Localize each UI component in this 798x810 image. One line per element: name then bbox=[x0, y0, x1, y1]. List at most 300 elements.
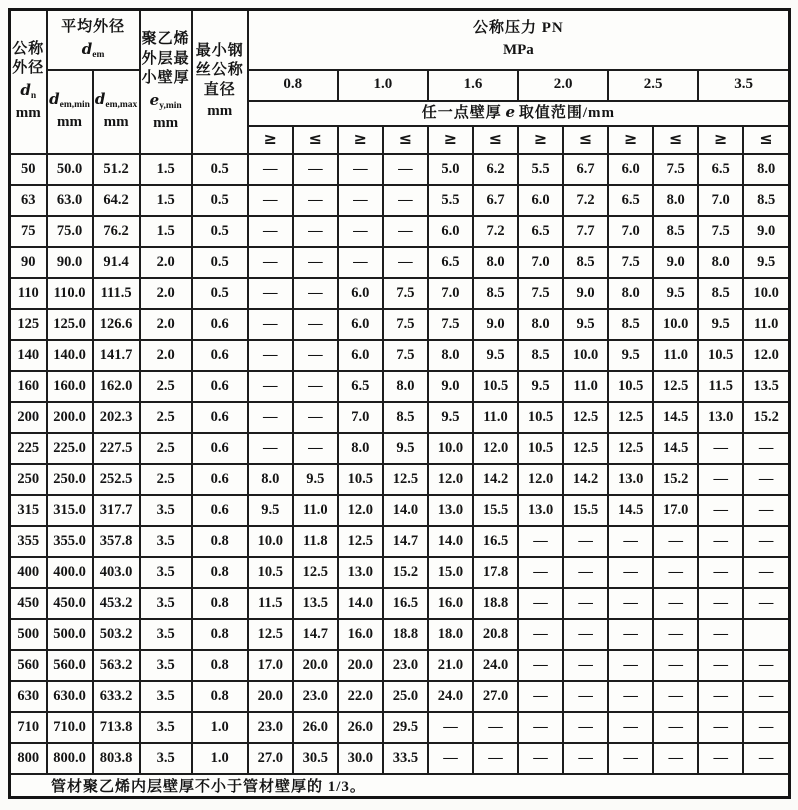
cell-wall-thickness: 14.5 bbox=[653, 402, 698, 433]
pressure-header-0.8: 0.8 bbox=[248, 70, 338, 101]
cell-wire-diameter: 0.8 bbox=[192, 619, 248, 650]
cell-dem-max: 503.2 bbox=[93, 619, 140, 650]
cell-ey-min: 2.0 bbox=[140, 309, 192, 340]
col-group-header-mean-outer-diameter bbox=[47, 10, 140, 70]
cell-wall-thickness: — bbox=[248, 216, 293, 247]
table-row bbox=[10, 588, 790, 619]
col-group-header-nominal-pressure bbox=[248, 10, 790, 70]
dem-max-symbol: $d_{em,max}$ bbox=[94, 90, 138, 111]
cell-wall-thickness: — bbox=[563, 557, 608, 588]
wall-thickness-range-header: 任一点壁厚 e 取值范围/mm bbox=[248, 101, 790, 126]
cell-wall-thickness: 7.0 bbox=[698, 185, 743, 216]
cell-wall-thickness: 8.5 bbox=[473, 278, 518, 309]
table-row bbox=[10, 216, 790, 247]
cell-wall-thickness: 6.0 bbox=[428, 216, 473, 247]
cell-wall-thickness: 11.0 bbox=[473, 402, 518, 433]
cell-dem-min: 710.0 bbox=[47, 712, 93, 743]
cell-dem-min: 225.0 bbox=[47, 433, 93, 464]
col-header-pe-outer-layer-min-wall-thickness bbox=[140, 10, 192, 154]
cell-wall-thickness: 11.5 bbox=[698, 371, 743, 402]
ge-symbol: ≥ bbox=[698, 126, 743, 154]
cell-wall-thickness: 14.2 bbox=[473, 464, 518, 495]
cell-wall-thickness: 12.5 bbox=[608, 433, 653, 464]
cell-wall-thickness: — bbox=[383, 247, 428, 278]
cell-wall-thickness: 6.0 bbox=[518, 185, 563, 216]
pn-title: 公称压力 PN bbox=[473, 20, 564, 37]
ey-symbol: $e_{y,min}$ bbox=[149, 90, 182, 111]
pressure-header-2.0: 2.0 bbox=[518, 70, 608, 101]
table-row bbox=[10, 278, 790, 309]
pressure-header-1.0: 1.0 bbox=[338, 70, 428, 101]
cell-wall-thickness: 15.2 bbox=[653, 464, 698, 495]
cell-wire-diameter: 0.5 bbox=[192, 185, 248, 216]
cell-wall-thickness: 8.5 bbox=[698, 278, 743, 309]
cell-dem-min: 630.0 bbox=[47, 681, 93, 712]
cell-wall-thickness: 8.0 bbox=[698, 247, 743, 278]
cell-wall-thickness: — bbox=[383, 154, 428, 185]
le-symbol: ≤ bbox=[743, 126, 789, 154]
cell-wall-thickness: 5.5 bbox=[428, 185, 473, 216]
cell-dem-min: 63.0 bbox=[47, 185, 93, 216]
cell-wall-thickness: 8.5 bbox=[518, 340, 563, 371]
cell-wall-thickness: 20.0 bbox=[248, 681, 293, 712]
cell-wall-thickness: 8.0 bbox=[338, 433, 383, 464]
cell-ey-min: 3.5 bbox=[140, 681, 192, 712]
table-row bbox=[10, 402, 790, 433]
cell-wall-thickness: 23.0 bbox=[383, 650, 428, 681]
cell-wall-thickness: 7.0 bbox=[608, 216, 653, 247]
cell-dn: 250 bbox=[10, 464, 47, 495]
cell-dem-max: 91.4 bbox=[93, 247, 140, 278]
cell-dn: 110 bbox=[10, 278, 47, 309]
cell-wall-thickness: — bbox=[563, 588, 608, 619]
cell-ey-min: 3.5 bbox=[140, 743, 192, 774]
cell-ey-min: 2.0 bbox=[140, 278, 192, 309]
cell-wall-thickness: — bbox=[653, 619, 698, 650]
cell-wall-thickness: — bbox=[338, 247, 383, 278]
cell-wire-diameter: 0.6 bbox=[192, 464, 248, 495]
cell-wall-thickness: 14.0 bbox=[428, 526, 473, 557]
cell-wall-thickness: — bbox=[428, 712, 473, 743]
cell-wall-thickness: 12.5 bbox=[563, 433, 608, 464]
cell-wall-thickness: 27.0 bbox=[473, 681, 518, 712]
cell-wall-thickness: — bbox=[248, 433, 293, 464]
cell-wall-thickness: — bbox=[743, 495, 789, 526]
cell-wall-thickness: 15.5 bbox=[473, 495, 518, 526]
cell-wall-thickness: 6.5 bbox=[428, 247, 473, 278]
cell-wall-thickness: — bbox=[518, 650, 563, 681]
cell-wall-thickness: — bbox=[518, 526, 563, 557]
cell-wall-thickness: — bbox=[293, 309, 338, 340]
cell-wall-thickness: 10.5 bbox=[338, 464, 383, 495]
cell-wall-thickness: — bbox=[338, 185, 383, 216]
cell-wall-thickness: 29.5 bbox=[383, 712, 428, 743]
cell-wall-thickness: 12.0 bbox=[743, 340, 789, 371]
table-row bbox=[10, 495, 790, 526]
cell-wall-thickness: 23.0 bbox=[248, 712, 293, 743]
cell-wall-thickness: — bbox=[248, 402, 293, 433]
cell-wall-thickness: 16.0 bbox=[338, 619, 383, 650]
cell-ey-min: 2.0 bbox=[140, 247, 192, 278]
cell-wall-thickness: 9.5 bbox=[293, 464, 338, 495]
cell-wall-thickness: 14.7 bbox=[293, 619, 338, 650]
cell-wall-thickness: — bbox=[518, 712, 563, 743]
cell-wall-thickness: 10.5 bbox=[473, 371, 518, 402]
col-header-dn-label: 公称外径 bbox=[12, 40, 45, 77]
cell-wall-thickness: 11.0 bbox=[293, 495, 338, 526]
cell-wall-thickness: 6.0 bbox=[338, 340, 383, 371]
table-row bbox=[10, 185, 790, 216]
cell-wall-thickness: 22.0 bbox=[338, 681, 383, 712]
cell-dem-max: 51.2 bbox=[93, 154, 140, 185]
cell-wall-thickness: 10.0 bbox=[743, 278, 789, 309]
cell-wall-thickness: 6.5 bbox=[518, 216, 563, 247]
cell-wall-thickness: — bbox=[338, 154, 383, 185]
cell-dem-min: 200.0 bbox=[47, 402, 93, 433]
cell-wall-thickness: — bbox=[608, 526, 653, 557]
cell-wall-thickness: 8.5 bbox=[743, 185, 789, 216]
cell-wall-thickness: 33.5 bbox=[383, 743, 428, 774]
cell-wall-thickness: 9.5 bbox=[563, 309, 608, 340]
cell-ey-min: 3.5 bbox=[140, 588, 192, 619]
cell-wall-thickness: 10.0 bbox=[428, 433, 473, 464]
cell-wire-diameter: 0.8 bbox=[192, 588, 248, 619]
cell-wall-thickness: — bbox=[518, 557, 563, 588]
cell-wall-thickness: 12.5 bbox=[608, 402, 653, 433]
cell-wall-thickness: 16.0 bbox=[428, 588, 473, 619]
cell-dn: 90 bbox=[10, 247, 47, 278]
cell-wall-thickness: 6.5 bbox=[698, 154, 743, 185]
cell-wall-thickness: 11.8 bbox=[293, 526, 338, 557]
cell-dem-max: 403.0 bbox=[93, 557, 140, 588]
cell-wall-thickness: 12.0 bbox=[473, 433, 518, 464]
cell-wall-thickness: 12.5 bbox=[563, 402, 608, 433]
ge-symbol: ≥ bbox=[248, 126, 293, 154]
cell-wall-thickness: 10.0 bbox=[563, 340, 608, 371]
cell-wall-thickness: — bbox=[743, 743, 789, 774]
cell-wall-thickness: 18.0 bbox=[428, 619, 473, 650]
cell-dem-min: 125.0 bbox=[47, 309, 93, 340]
wire-unit: mm bbox=[207, 103, 233, 120]
cell-wire-diameter: 0.8 bbox=[192, 526, 248, 557]
cell-wall-thickness: — bbox=[428, 743, 473, 774]
cell-wall-thickness: 9.5 bbox=[248, 495, 293, 526]
cell-ey-min: 2.5 bbox=[140, 433, 192, 464]
dem-max-unit: mm bbox=[103, 114, 129, 131]
cell-wall-thickness: — bbox=[653, 650, 698, 681]
cell-ey-min: 1.5 bbox=[140, 154, 192, 185]
cell-wall-thickness: 13.0 bbox=[698, 402, 743, 433]
cell-wall-thickness: 13.5 bbox=[293, 588, 338, 619]
cell-wall-thickness: — bbox=[248, 185, 293, 216]
cell-wall-thickness: 10.5 bbox=[698, 340, 743, 371]
cell-wall-thickness: — bbox=[698, 433, 743, 464]
cell-dem-max: 141.7 bbox=[93, 340, 140, 371]
cell-dn: 400 bbox=[10, 557, 47, 588]
cell-dem-max: 111.5 bbox=[93, 278, 140, 309]
cell-dem-max: 202.3 bbox=[93, 402, 140, 433]
cell-wire-diameter: 0.8 bbox=[192, 681, 248, 712]
cell-wall-thickness: 25.0 bbox=[383, 681, 428, 712]
cell-wall-thickness: — bbox=[293, 340, 338, 371]
le-symbol: ≤ bbox=[473, 126, 518, 154]
cell-wall-thickness: — bbox=[563, 681, 608, 712]
cell-wall-thickness: 15.0 bbox=[428, 557, 473, 588]
cell-wall-thickness: — bbox=[293, 185, 338, 216]
cell-wall-thickness: 10.0 bbox=[248, 526, 293, 557]
cell-wall-thickness: — bbox=[473, 743, 518, 774]
cell-wall-thickness: 10.5 bbox=[518, 402, 563, 433]
table-row bbox=[10, 681, 790, 712]
cell-dn: 140 bbox=[10, 340, 47, 371]
table-row bbox=[10, 340, 790, 371]
wire-label: 最小钢丝公称直径 bbox=[195, 42, 244, 98]
cell-wall-thickness: — bbox=[743, 526, 789, 557]
cell-wall-thickness: — bbox=[518, 619, 563, 650]
cell-dem-max: 76.2 bbox=[93, 216, 140, 247]
cell-wall-thickness: — bbox=[293, 433, 338, 464]
table-row bbox=[10, 650, 790, 681]
cell-ey-min: 1.5 bbox=[140, 216, 192, 247]
col-header-nominal-outer-diameter bbox=[10, 10, 47, 154]
cell-wall-thickness: 9.5 bbox=[473, 340, 518, 371]
ey-label: 聚乙烯外层最小壁厚 bbox=[141, 31, 190, 87]
cell-wall-thickness: 10.5 bbox=[248, 557, 293, 588]
cell-wall-thickness: 18.8 bbox=[383, 619, 428, 650]
cell-wall-thickness: 8.0 bbox=[428, 340, 473, 371]
le-symbol: ≤ bbox=[293, 126, 338, 154]
cell-wall-thickness: 8.0 bbox=[473, 247, 518, 278]
cell-wall-thickness: 15.2 bbox=[383, 557, 428, 588]
cell-wall-thickness: — bbox=[608, 650, 653, 681]
table-row bbox=[10, 526, 790, 557]
cell-wall-thickness: 7.5 bbox=[653, 154, 698, 185]
cell-wall-thickness: — bbox=[698, 619, 743, 650]
cell-ey-min: 3.5 bbox=[140, 619, 192, 650]
cell-wall-thickness: 8.0 bbox=[518, 309, 563, 340]
cell-wall-thickness: 24.0 bbox=[473, 650, 518, 681]
cell-ey-min: 3.5 bbox=[140, 495, 192, 526]
pressure-header-1.6: 1.6 bbox=[428, 70, 518, 101]
cell-wall-thickness: 14.0 bbox=[338, 588, 383, 619]
cell-dem-min: 75.0 bbox=[47, 216, 93, 247]
cell-wall-thickness: — bbox=[518, 743, 563, 774]
cell-wall-thickness: 13.0 bbox=[338, 557, 383, 588]
table-row bbox=[10, 712, 790, 743]
cell-dem-min: 560.0 bbox=[47, 650, 93, 681]
cell-wall-thickness: 7.5 bbox=[698, 216, 743, 247]
cell-wall-thickness: 7.5 bbox=[608, 247, 653, 278]
cell-dem-max: 126.6 bbox=[93, 309, 140, 340]
cell-wall-thickness: — bbox=[248, 371, 293, 402]
cell-wall-thickness: 7.7 bbox=[563, 216, 608, 247]
cell-wall-thickness: 24.0 bbox=[428, 681, 473, 712]
cell-wall-thickness: 8.5 bbox=[383, 402, 428, 433]
cell-ey-min: 1.5 bbox=[140, 185, 192, 216]
cell-wall-thickness: — bbox=[743, 681, 789, 712]
cell-wall-thickness: 8.5 bbox=[608, 309, 653, 340]
cell-wall-thickness: 12.5 bbox=[383, 464, 428, 495]
cell-wall-thickness: — bbox=[563, 619, 608, 650]
cell-wall-thickness: — bbox=[743, 712, 789, 743]
pressure-header-3.5: 3.5 bbox=[698, 70, 789, 101]
cell-wall-thickness: 9.5 bbox=[518, 371, 563, 402]
cell-wall-thickness: 20.0 bbox=[293, 650, 338, 681]
cell-wall-thickness: 6.0 bbox=[338, 309, 383, 340]
cell-dem-min: 315.0 bbox=[47, 495, 93, 526]
dem-min-unit: mm bbox=[57, 114, 83, 131]
cell-wall-thickness: 5.5 bbox=[518, 154, 563, 185]
cell-ey-min: 3.5 bbox=[140, 557, 192, 588]
cell-wall-thickness: 23.0 bbox=[293, 681, 338, 712]
cell-wall-thickness: — bbox=[563, 650, 608, 681]
cell-dem-min: 90.0 bbox=[47, 247, 93, 278]
cell-wire-diameter: 1.0 bbox=[192, 712, 248, 743]
table-row bbox=[10, 309, 790, 340]
cell-wall-thickness: — bbox=[743, 588, 789, 619]
cell-wall-thickness: 10.5 bbox=[518, 433, 563, 464]
cell-dem-max: 357.8 bbox=[93, 526, 140, 557]
ge-symbol: ≥ bbox=[338, 126, 383, 154]
cell-wall-thickness: — bbox=[653, 557, 698, 588]
cell-wall-thickness: — bbox=[248, 309, 293, 340]
cell-wall-thickness: 14.5 bbox=[653, 433, 698, 464]
cell-wall-thickness: 6.7 bbox=[473, 185, 518, 216]
dem-label: 平均外径 bbox=[61, 19, 126, 36]
cell-wall-thickness: 7.5 bbox=[518, 278, 563, 309]
cell-wall-thickness: 12.5 bbox=[248, 619, 293, 650]
cell-wall-thickness: — bbox=[698, 712, 743, 743]
cell-wire-diameter: 0.6 bbox=[192, 402, 248, 433]
cell-wall-thickness: — bbox=[293, 402, 338, 433]
cell-wire-diameter: 0.5 bbox=[192, 216, 248, 247]
cell-wall-thickness: 12.0 bbox=[518, 464, 563, 495]
cell-wall-thickness: 13.5 bbox=[743, 371, 789, 402]
cell-wall-thickness: — bbox=[608, 619, 653, 650]
cell-wall-thickness: 8.0 bbox=[608, 278, 653, 309]
cell-wall-thickness: 7.5 bbox=[383, 278, 428, 309]
cell-wall-thickness: 12.0 bbox=[338, 495, 383, 526]
cell-wall-thickness: 11.5 bbox=[248, 588, 293, 619]
cell-wall-thickness: 12.5 bbox=[653, 371, 698, 402]
cell-wall-thickness: — bbox=[653, 712, 698, 743]
cell-wall-thickness: 6.5 bbox=[338, 371, 383, 402]
cell-wall-thickness: — bbox=[608, 743, 653, 774]
cell-wall-thickness: — bbox=[293, 216, 338, 247]
col-header-dem-max bbox=[93, 70, 140, 154]
cell-wall-thickness: — bbox=[248, 154, 293, 185]
cell-wire-diameter: 0.6 bbox=[192, 309, 248, 340]
cell-wire-diameter: 0.6 bbox=[192, 371, 248, 402]
cell-wall-thickness: — bbox=[293, 247, 338, 278]
cell-wall-thickness: 9.5 bbox=[383, 433, 428, 464]
cell-wire-diameter: 0.6 bbox=[192, 340, 248, 371]
cell-wall-thickness: — bbox=[563, 526, 608, 557]
table-row bbox=[10, 371, 790, 402]
cell-wall-thickness: 26.0 bbox=[338, 712, 383, 743]
cell-dn: 75 bbox=[10, 216, 47, 247]
cell-wall-thickness: 9.0 bbox=[428, 371, 473, 402]
col-header-dem-min bbox=[47, 70, 93, 154]
cell-wire-diameter: 0.8 bbox=[192, 557, 248, 588]
cell-wall-thickness: 8.0 bbox=[743, 154, 789, 185]
le-symbol: ≤ bbox=[383, 126, 428, 154]
cell-dem-min: 50.0 bbox=[47, 154, 93, 185]
cell-wall-thickness: 8.5 bbox=[563, 247, 608, 278]
cell-wall-thickness: 30.5 bbox=[293, 743, 338, 774]
cell-dn: 450 bbox=[10, 588, 47, 619]
cell-dn: 710 bbox=[10, 712, 47, 743]
cell-dn: 500 bbox=[10, 619, 47, 650]
cell-wire-diameter: 0.8 bbox=[192, 650, 248, 681]
cell-wall-thickness: — bbox=[698, 650, 743, 681]
cell-ey-min: 3.5 bbox=[140, 650, 192, 681]
cell-ey-min: 2.5 bbox=[140, 464, 192, 495]
cell-wall-thickness: 7.5 bbox=[383, 340, 428, 371]
cell-wall-thickness: — bbox=[293, 154, 338, 185]
cell-dn: 50 bbox=[10, 154, 47, 185]
cell-wall-thickness: — bbox=[698, 557, 743, 588]
cell-wire-diameter: 0.5 bbox=[192, 247, 248, 278]
cell-wall-thickness: — bbox=[698, 526, 743, 557]
cell-wall-thickness: 13.0 bbox=[518, 495, 563, 526]
cell-dn: 355 bbox=[10, 526, 47, 557]
cell-wall-thickness: — bbox=[653, 681, 698, 712]
cell-wall-thickness: — bbox=[563, 743, 608, 774]
cell-wall-thickness: — bbox=[743, 433, 789, 464]
cell-dn: 630 bbox=[10, 681, 47, 712]
pn-unit: MPa bbox=[502, 41, 534, 58]
table-row bbox=[10, 743, 790, 774]
ge-symbol: ≥ bbox=[428, 126, 473, 154]
cell-wall-thickness: 6.2 bbox=[473, 154, 518, 185]
cell-wall-thickness: 6.0 bbox=[338, 278, 383, 309]
cell-wall-thickness: 12.5 bbox=[338, 526, 383, 557]
cell-wall-thickness: — bbox=[563, 712, 608, 743]
cell-wall-thickness: 7.0 bbox=[428, 278, 473, 309]
table-header bbox=[10, 10, 790, 154]
cell-dem-max: 713.8 bbox=[93, 712, 140, 743]
table-row bbox=[10, 154, 790, 185]
cell-wall-thickness: 9.0 bbox=[653, 247, 698, 278]
cell-wall-thickness: 13.0 bbox=[428, 495, 473, 526]
cell-wall-thickness: — bbox=[608, 588, 653, 619]
cell-wall-thickness: — bbox=[743, 650, 789, 681]
cell-dem-max: 227.5 bbox=[93, 433, 140, 464]
cell-wall-thickness: — bbox=[518, 588, 563, 619]
cell-wall-thickness: — bbox=[518, 681, 563, 712]
dem-symbol: $d_{em}$ bbox=[81, 39, 105, 60]
cell-dn: 200 bbox=[10, 402, 47, 433]
cell-wall-thickness: 9.5 bbox=[608, 340, 653, 371]
pipe-specification-table bbox=[8, 8, 791, 799]
cell-wall-thickness: — bbox=[248, 247, 293, 278]
pressure-header-2.5: 2.5 bbox=[608, 70, 698, 101]
cell-wall-thickness: 9.5 bbox=[653, 278, 698, 309]
cell-dn: 160 bbox=[10, 371, 47, 402]
cell-dem-min: 800.0 bbox=[47, 743, 93, 774]
cell-wire-diameter: 0.6 bbox=[192, 495, 248, 526]
cell-dem-min: 110.0 bbox=[47, 278, 93, 309]
cell-dem-max: 453.2 bbox=[93, 588, 140, 619]
cell-wall-thickness: 7.0 bbox=[518, 247, 563, 278]
cell-wall-thickness: — bbox=[698, 495, 743, 526]
cell-wall-thickness: — bbox=[383, 185, 428, 216]
cell-dem-max: 252.5 bbox=[93, 464, 140, 495]
table-footer bbox=[10, 774, 790, 798]
cell-wall-thickness: 20.0 bbox=[338, 650, 383, 681]
cell-dem-max: 64.2 bbox=[93, 185, 140, 216]
